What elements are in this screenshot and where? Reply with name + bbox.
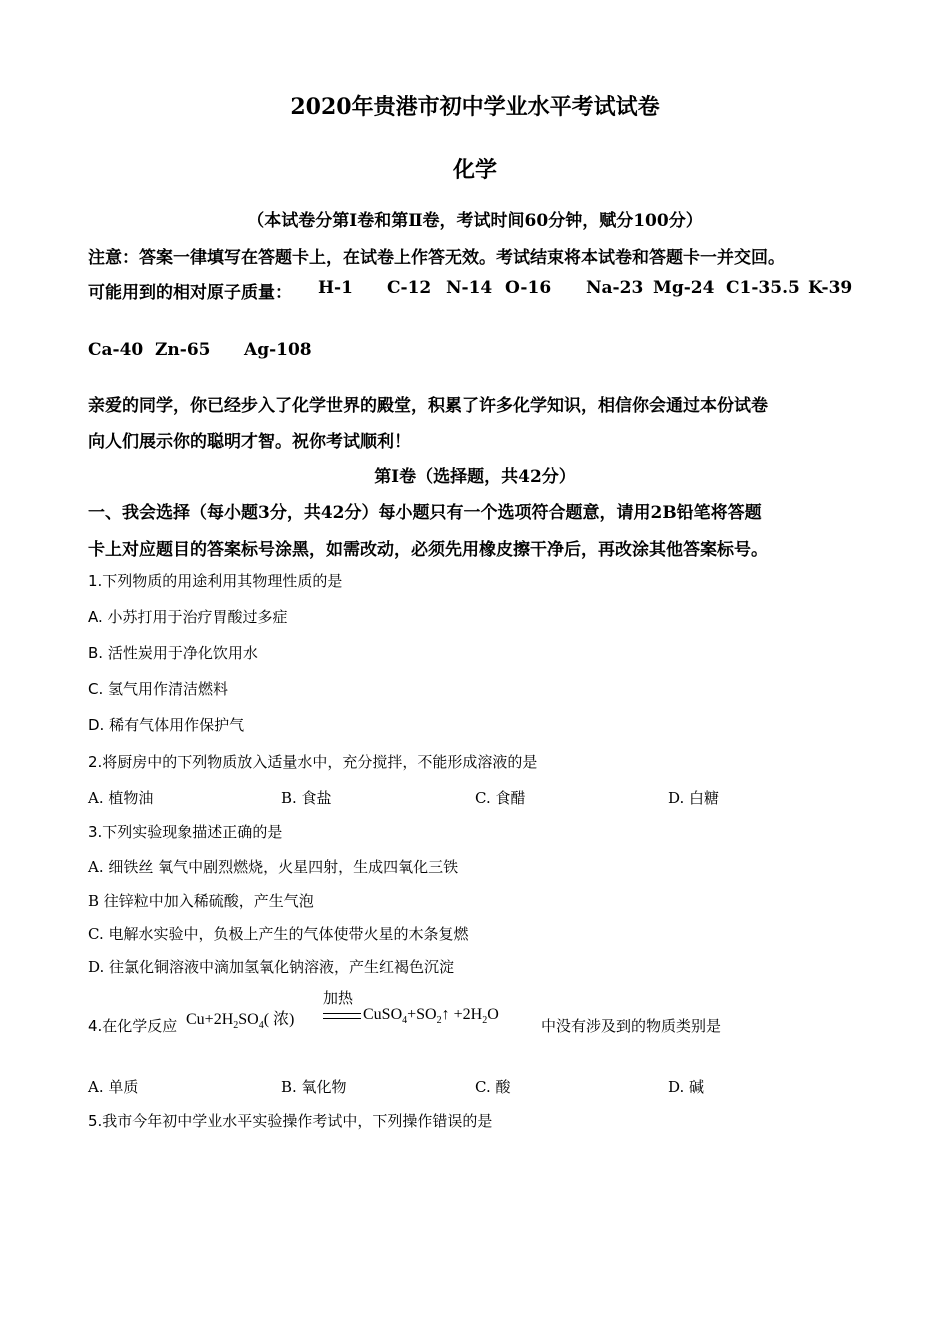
mass-item: C1-35.5 bbox=[726, 278, 800, 298]
exam-info: （本试卷分第Ⅰ卷和第Ⅱ卷，考试时间60分钟，赋分100分） bbox=[247, 211, 703, 231]
question-3-option-b: B 往锌粒中加入稀硫酸，产生气泡 bbox=[88, 892, 314, 910]
subject-title: 化学 bbox=[452, 157, 497, 183]
mass-item: Zn-65 bbox=[155, 340, 211, 360]
question-2-option-c: C. 食醋 bbox=[475, 789, 526, 807]
mass-item: C-12 bbox=[387, 278, 432, 298]
section-title: 第I卷（选择题，共42分） bbox=[374, 467, 576, 487]
reaction-condition: 加热 bbox=[323, 991, 354, 1007]
equation-equals-sign bbox=[323, 1013, 361, 1019]
question-3-option-d: D. 往氯化铜溶液中滴加氢氧化钠溶液，产生红褐色沉淀 bbox=[88, 958, 455, 976]
question-2-option-b: B. 食盐 bbox=[281, 789, 332, 807]
mass-item: Na-23 bbox=[586, 278, 644, 298]
question-2-option-d: D. 白糖 bbox=[668, 789, 720, 807]
question-1-option-b: B. 活性炭用于净化饮用水 bbox=[88, 644, 258, 662]
question-1-option-c: C. 氢气用作清洁燃料 bbox=[88, 680, 229, 698]
question-4-option-a: A. 单质 bbox=[88, 1078, 139, 1096]
mass-item: Ca-40 bbox=[88, 340, 144, 360]
notice-line: 注意：答案一律填写在答题卡上，在试卷上作答无效。考试结束将本试卷和答题卡一并交回。 bbox=[88, 248, 785, 268]
question-2-option-a: A. 植物油 bbox=[88, 789, 154, 807]
greeting-line-2: 向人们展示你的聪明才智。祝你考试顺利！ bbox=[88, 432, 411, 452]
question-4-option-b: B. 氧化物 bbox=[281, 1078, 347, 1096]
section-instruction-line-1: 一、我会选择（每小题3分，共42分）每小题只有一个选项符合题意，请用2B铅笔将答题 bbox=[88, 503, 762, 523]
question-4-option-c: C. 酸 bbox=[475, 1078, 511, 1096]
chemical-equation-products: $CuSO_4+SO_2↑ +2H_2O$ bbox=[363, 1006, 499, 1027]
question-5-stem: 5.我市今年初中学业水平实验操作考试中，下列操作错误的是 bbox=[88, 1112, 493, 1130]
greeting-line-1: 亲爱的同学，你已经步入了化学世界的殿堂，积累了许多化学知识，相信你会通过本份试卷 bbox=[88, 396, 768, 416]
mass-item: O-16 bbox=[505, 278, 552, 298]
question-4-option-d: D. 碱 bbox=[668, 1078, 705, 1096]
section-instruction-line-2: 卡上对应题目的答案标号涂黑，如需改动，必须先用橡皮擦干净后，再改涂其他答案标号。 bbox=[88, 540, 768, 560]
question-1-option-a: A. 小苏打用于治疗胃酸过多症 bbox=[88, 608, 288, 626]
question-4-stem-prefix: 4.在化学反应 bbox=[88, 1017, 178, 1035]
mass-item: Ag-108 bbox=[244, 340, 312, 360]
question-4-stem-suffix: 中没有涉及到的物质类别是 bbox=[541, 1017, 722, 1035]
mass-item: K-39 bbox=[808, 278, 853, 298]
atomic-masses-label: 可能用到的相对原子质量： bbox=[88, 283, 292, 303]
question-3-option-a: A. 细铁丝 氧气中剧烈燃烧，火星四射，生成四氧化三铁 bbox=[88, 858, 459, 876]
question-1-option-d: D. 稀有气体用作保护气 bbox=[88, 716, 245, 734]
question-2-stem: 2.将厨房中的下列物质放入适量水中，充分搅拌，不能形成溶液的是 bbox=[88, 753, 538, 771]
question-1-stem: 1.下列物质的用途利用其物理性质的是 bbox=[88, 572, 343, 590]
mass-item: H-1 bbox=[318, 278, 353, 298]
mass-item: N-14 bbox=[446, 278, 493, 298]
exam-title: 2020年贵港市初中学业水平考试试卷 bbox=[290, 94, 660, 120]
question-3-option-c: C. 电解水实验中，负极上产生的气体使带火星的木条复燃 bbox=[88, 925, 469, 943]
mass-item: Mg-24 bbox=[653, 278, 715, 298]
question-3-stem: 3.下列实验现象描述正确的是 bbox=[88, 823, 283, 841]
chemical-equation-reactants: $Cu+2H_2SO_4$( 浓) bbox=[186, 1011, 295, 1032]
